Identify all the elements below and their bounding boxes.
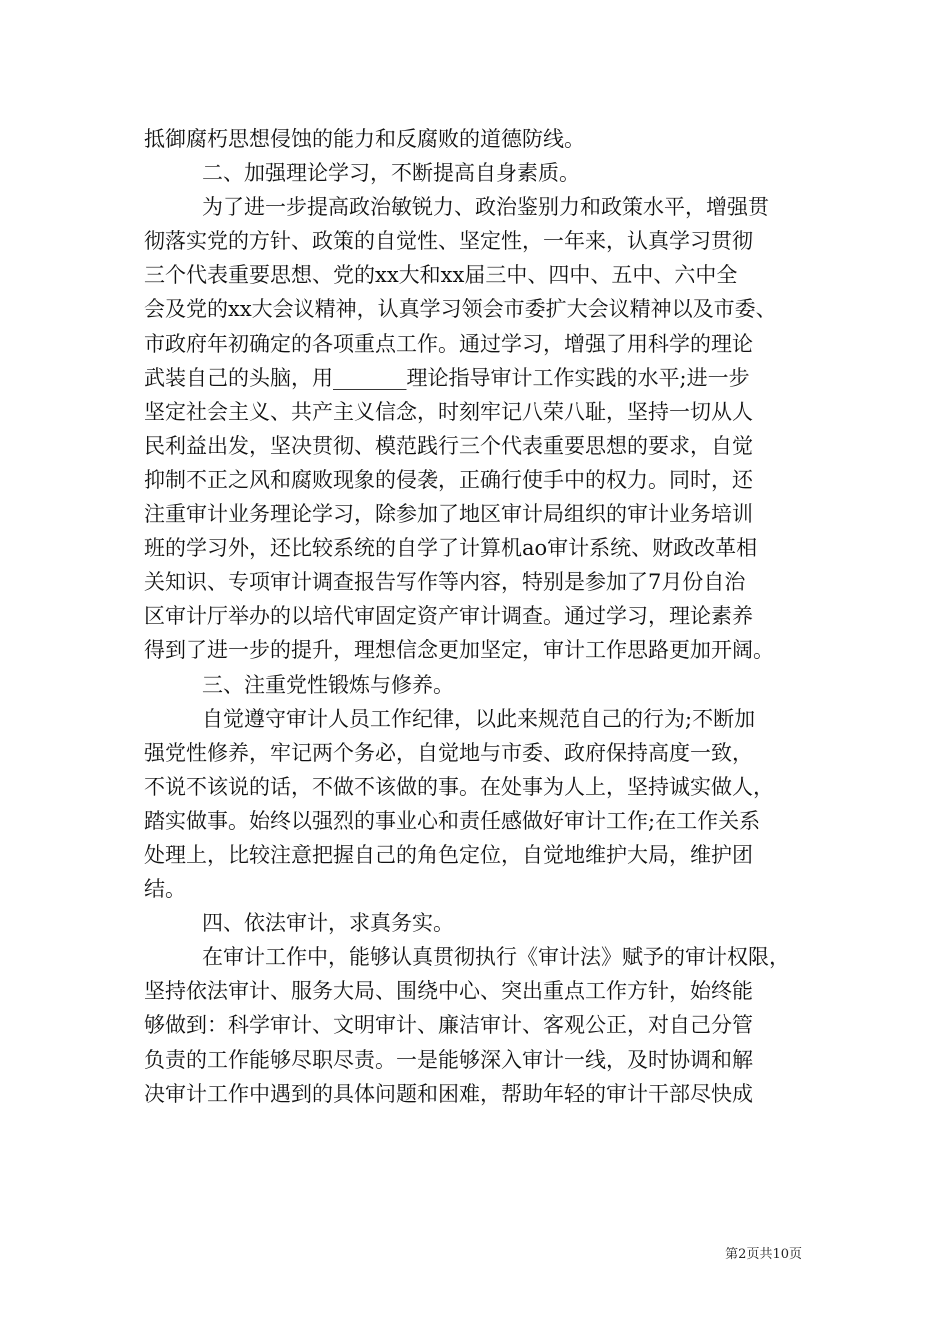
text-line: 关知识、专项审计调查报告写作等内容，特别是参加了7月份自治 — [144, 570, 746, 595]
text-line: 负责的工作能够尽职尽责。一是能够深入审计一线，及时协调和解 — [144, 1047, 753, 1072]
text-line: 踏实做事。始终以强烈的事业心和责任感做好审计工作;在工作关系 — [144, 808, 761, 833]
text-line: 彻落实党的方针、政策的自觉性、坚定性，一年来，认真学习贯彻 — [144, 229, 753, 254]
page-footer: 第2页共10页 — [725, 1247, 802, 1262]
text-line: 市政府年初确定的各项重点工作。通过学习，增强了用科学的理论 — [144, 331, 753, 356]
text-line: 自觉遵守审计人员工作纪律，以此来规范自己的行为;不断加 — [202, 706, 756, 731]
text-line: 决审计工作中遇到的具体问题和困难，帮助年轻的审计干部尽快成 — [144, 1081, 753, 1106]
text-line: 坚持依法审计、服务大局、围绕中心、突出重点工作方针，始终能 — [144, 979, 753, 1004]
text-line: 不说不该说的话，不做不该做的事。在处事为人上，坚持诚实做人， — [144, 774, 774, 799]
text-line: 班的学习外，还比较系统的自学了计算机ao审计系统、财政改革相 — [144, 536, 758, 561]
text-line: 坚定社会主义、共产主义信念，时刻牢记八荣八耻，坚持一切从人 — [144, 399, 753, 424]
text-line: 抑制不正之风和腐败现象的侵袭，正确行使手中的权力。同时，还 — [144, 467, 753, 492]
text-line: 三、注重党性锻炼与修养。 — [202, 672, 454, 697]
text-line: 强党性修养，牢记两个务必，自觉地与市委、政府保持高度一致， — [144, 740, 753, 765]
text-line: 得到了进一步的提升，理想信念更加坚定，审计工作思路更加开阔。 — [144, 638, 774, 663]
text-line: 武装自己的头脑，用_______理论指导审计工作实践的水平;进一步 — [144, 365, 750, 390]
text-line: 够做到：科学审计、文明审计、廉洁审计、客观公正，对自己分管 — [144, 1013, 753, 1038]
text-line: 四、依法审计，求真务实。 — [202, 911, 454, 936]
text-line: 民利益出发，坚决贯彻、模范践行三个代表重要思想的要求，自觉 — [144, 433, 753, 458]
text-line: 二、加强理论学习，不断提高自身素质。 — [202, 161, 580, 186]
text-line: 处理上，比较注意把握自己的角色定位，自觉地维护大局，维护团 — [144, 842, 753, 867]
document-body — [144, 122, 812, 1111]
text-line: 结。 — [144, 877, 186, 902]
text-line: 注重审计业务理论学习，除参加了地区审计局组织的审计业务培训 — [144, 502, 753, 527]
text-line: 三个代表重要思想、党的xx大和xx届三中、四中、五中、六中全 — [144, 263, 738, 288]
text-line: 区审计厅举办的以培代审固定资产审计调查。通过学习，理论素养 — [144, 604, 753, 629]
text-line: 为了进一步提高政治敏锐力、政治鉴别力和政策水平，增强贯 — [202, 195, 769, 220]
text-line: 抵御腐朽思想侵蚀的能力和反腐败的道德防线。 — [144, 127, 585, 151]
text-line: 会及党的xx大会议精神，认真学习领会市委扩大会议精神以及市委、 — [144, 297, 777, 322]
text-line: 在审计工作中，能够认真贯彻执行《审计法》赋予的审计权限， — [202, 945, 790, 970]
